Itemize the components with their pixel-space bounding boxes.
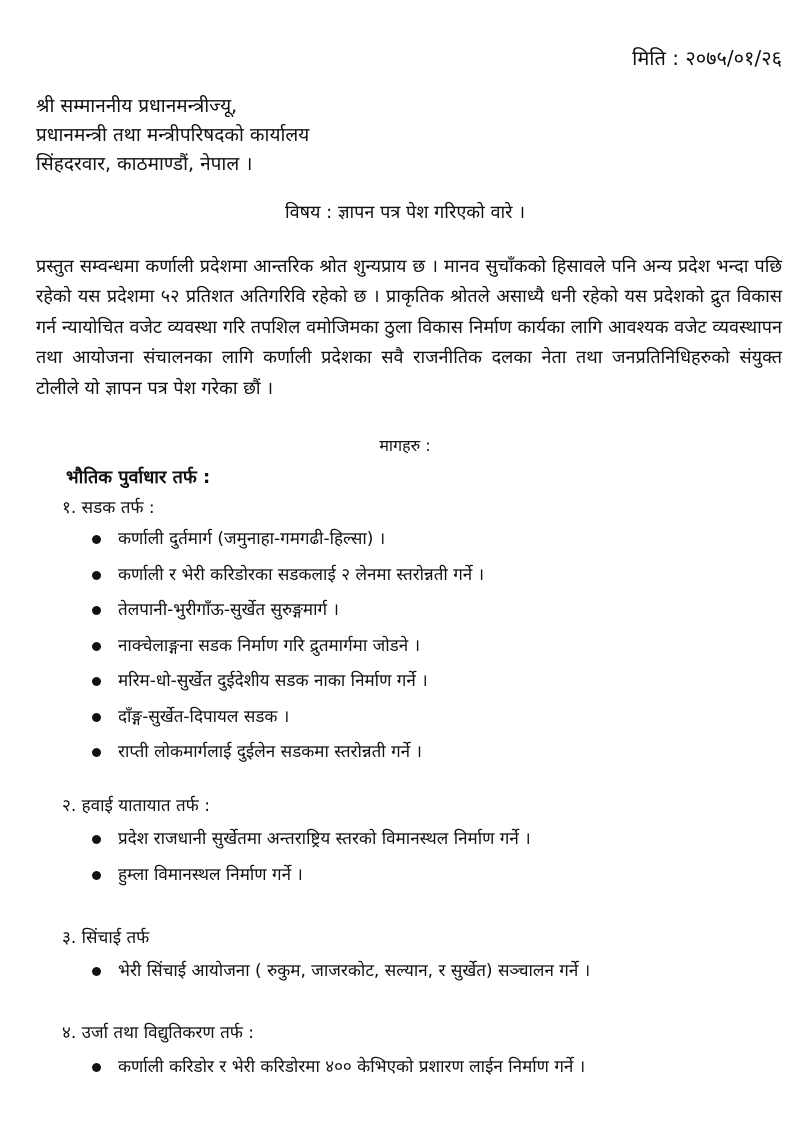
letter-date: मिति : २०७५/०१/२६: [632, 46, 782, 70]
list-item-text: राप्ती लोकमार्गलाई दुईलेन सडकमा स्तरोन्नती गर्ने ।: [118, 742, 422, 762]
category-heading-roads: १. सडक तर्फ :: [62, 498, 155, 518]
list-item: [92, 700, 484, 736]
bullet-icon: [92, 871, 101, 880]
list-item-text: कर्णाली र भेरी करिडोरका सडकलाई २ लेनमा स्तरोन्नती गर्ने ।: [118, 564, 485, 585]
bullet-icon: [92, 748, 101, 757]
bullet-icon: [92, 571, 101, 580]
category-heading-irrigation: ३. सिंचाई तर्फ: [62, 928, 150, 948]
subject-line: विषय : ज्ञापन पत्र पेश गरिएको वारे ।: [284, 202, 526, 223]
bullet-icon: [92, 535, 101, 544]
list-item-text: नाक्चेलाङ्गना सडक निर्माण गरि द्रुतमार्गमा जोडने ।: [118, 635, 421, 656]
bullet-icon: [92, 835, 101, 844]
list-item-text: हुम्ला विमानस्थल निर्माण गर्ने ।: [118, 864, 303, 885]
bullet-icon: [92, 677, 101, 686]
list-item-text: दाँङ्ग-सुर्खेत-दिपायल सडक ।: [118, 706, 290, 727]
irrigation-list: [92, 954, 590, 990]
list-item-text: कर्णाली करिडोर र भेरी करिडोरमा ४०० केभिएको प्रशारण लाईन निर्माण गर्ने ।: [118, 1057, 586, 1077]
list-item-text: तेलपानी-भुरीगाँऊ-सुर्खेत सुरुङ्गमार्ग ।: [118, 600, 339, 620]
energy-list: [92, 1050, 585, 1086]
recipient-address: [36, 92, 309, 179]
section-title: भौतिक पुर्वाधार तर्फ :: [66, 467, 211, 488]
bullet-icon: [92, 967, 101, 976]
air-transport-list: [92, 822, 531, 893]
bullet-icon: [92, 1063, 101, 1072]
bullet-icon: [92, 713, 101, 722]
address-line: प्रधानमन्त्री तथा मन्त्रीपरिषदको कार्यालय: [36, 124, 310, 146]
list-item: [92, 735, 484, 771]
body-paragraph: प्रस्तुत सम्वन्धमा कर्णाली प्रदेशमा आन्तरिक श्रोत शुन्यप्राय छ । मानव सुचाँकको हिसावले पनि अन्य प्रदेश भन्दा पछि रहेको यस प्रदेशमा ५२ प्रतिशत अतिगरिवि रहेको छ । प्राकृतिक श्रोतले असाध्यै धनी रहेको यस प्रदेशको द्रुत विकास गर्न न्यायोचित वजेट व्यवस्था गरि तपशिल वमोजिमका ठुला विकास निर्माण कार्यका लागि आवश्यक वजेट व्यवस्थापन तथा आयोजना संचालनका लागि कर्णाली प्रदेशका सवै राजनीतिक दलका नेता तथा जनप्रतिनिधिहरुको संयुक्त टोलीले यो ज्ञापन पत्र पेश गरेका छौं ।: [36, 256, 782, 399]
category-heading-air-transport: २. हवाई यातायात तर्फ :: [62, 796, 210, 816]
list-item: [92, 593, 484, 629]
list-item: [92, 558, 484, 594]
list-item-text: भेरी सिंचाई आयोजना ( रुकुम, जाजरकोट, सल्यान, र सुर्खेत) सञ्चालन गर्ने ।: [118, 961, 591, 981]
list-item: [92, 822, 531, 858]
bullet-icon: [92, 642, 101, 651]
bullet-icon: [92, 606, 101, 615]
category-heading-energy: ४. उर्जा तथा विद्युतिकरण तर्फ :: [62, 1023, 255, 1043]
demands-title: मागहरु :: [379, 436, 431, 455]
list-item: [92, 954, 590, 990]
list-item: [92, 858, 531, 894]
list-item: [92, 629, 484, 665]
list-item: [92, 1050, 585, 1086]
address-line: श्री सम्माननीय प्रधानमन्त्रीज्यू,: [36, 95, 238, 117]
list-item: [92, 522, 484, 558]
list-item-text: मरिम-धो-सुर्खेत दुईदेशीय सडक नाका निर्माण गर्ने ।: [118, 671, 428, 691]
list-item-text: कर्णाली दुर्तमार्ग (जमुनाहा-गमगढी-हिल्सा) ।: [118, 529, 386, 549]
list-item: [92, 664, 484, 700]
address-line: सिंहदरवार, काठमाण्डौं, नेपाल ।: [36, 153, 253, 175]
list-item-text: प्रदेश राजधानी सुर्खेतमा अन्तराष्ट्रिय स्तरको विमानस्थल निर्माण गर्ने ।: [118, 829, 531, 849]
roads-list: [92, 522, 484, 771]
